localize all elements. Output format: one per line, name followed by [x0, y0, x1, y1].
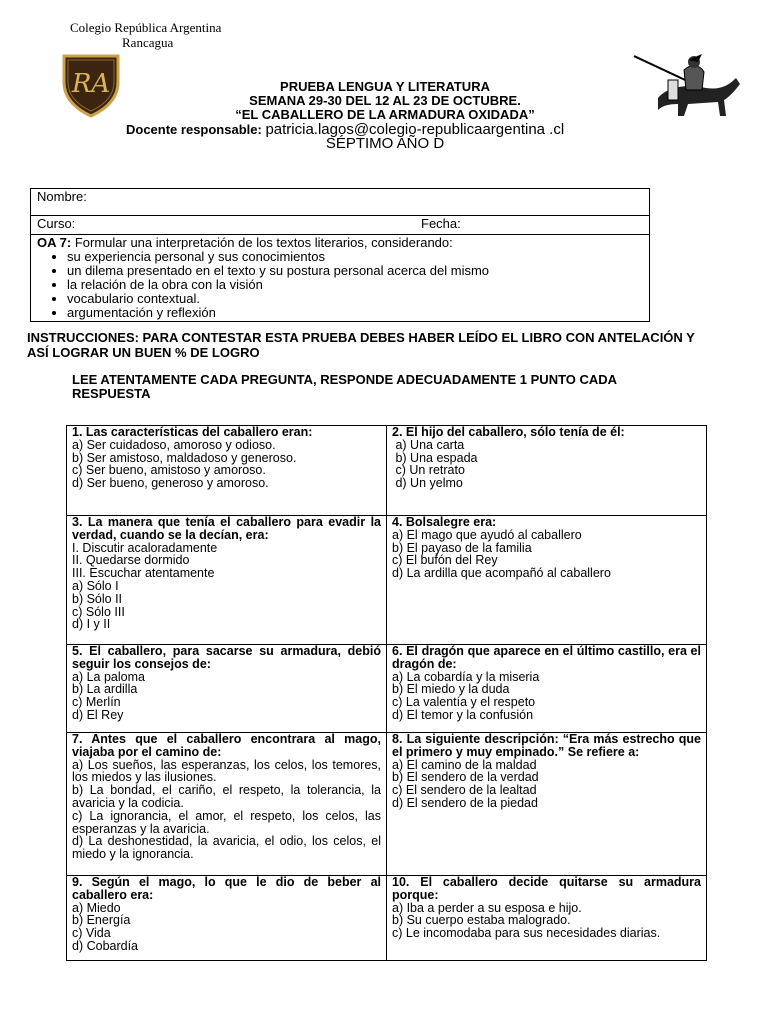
option[interactable]: b) El miedo y la duda: [392, 682, 510, 697]
option[interactable]: a) La paloma: [72, 669, 145, 684]
oa-item: • su experiencia personal y sus conocimientos: [67, 250, 643, 264]
question-9[interactable]: [67, 876, 387, 961]
curso-label: Curso:: [37, 216, 76, 231]
option[interactable]: a) El camino de la maldad: [392, 757, 537, 772]
question-1[interactable]: [67, 426, 387, 516]
oa-list: [37, 250, 643, 320]
option[interactable]: d) El sendero de la piedad: [392, 795, 538, 810]
question-text: 4. Bolsalegre era:: [392, 515, 497, 529]
option[interactable]: a) La cobardía y la miseria: [392, 669, 540, 684]
option[interactable]: b) La bondad, el cariño, el respeto, la tolerancia, la avaricia y la codicia.: [72, 783, 381, 810]
option[interactable]: d) El temor y la confusión: [392, 707, 534, 722]
question-text: 10. El caballero decide quitarse su armadura porque:: [392, 875, 701, 902]
option[interactable]: a) Sólo I: [72, 578, 119, 593]
option[interactable]: d) La deshonestidad, la avaricia, el odio, los celos, el miedo y la ignorancia.: [72, 834, 381, 862]
option[interactable]: c) Vida: [72, 926, 111, 941]
grade-label: SÉPTIMO AÑO D: [325, 135, 445, 152]
question-text: 8. La siguiente descripción: “Era más estrecho que el primero y muy empinado.” Se refiere a:: [392, 732, 701, 759]
option[interactable]: b) Ser amistoso, maldadoso y generoso.: [72, 450, 297, 465]
option[interactable]: d) El Rey: [72, 707, 124, 722]
option[interactable]: c) Le incomodaba para sus necesidades diarias.: [392, 926, 661, 941]
oa-item: • la relación de la obra con la visión: [67, 278, 643, 292]
option[interactable]: b) Su cuerpo estaba malogrado.: [392, 913, 571, 928]
docente-label: Docente responsable:: [126, 122, 262, 137]
oa-item: • vocabulario contextual.: [67, 292, 643, 306]
option[interactable]: c) El sendero de la lealtad: [392, 783, 537, 798]
option[interactable]: III. Escuchar atentamente: [72, 566, 215, 581]
crest-letters: RA: [71, 69, 111, 99]
option[interactable]: I. Discutir acaloradamente: [72, 540, 218, 555]
student-info-box: [30, 188, 650, 322]
option[interactable]: a) Miedo: [72, 900, 121, 915]
test-title: PRUEBA LENGUA Y LITERATURA: [280, 79, 490, 94]
question-text: 5. El caballero, para sacarse su armadura, debió seguir los consejos de:: [72, 644, 381, 671]
question-text: 9. Según el mago, lo que le dio de beber al caballero era:: [72, 875, 381, 902]
question-7[interactable]: [67, 733, 387, 876]
option[interactable]: c) Un retrato: [392, 463, 465, 478]
option[interactable]: c) El bufón del Rey: [392, 553, 498, 568]
question-6[interactable]: [387, 645, 707, 733]
option[interactable]: b) El payaso de la familia: [392, 540, 532, 555]
option[interactable]: b) Una espada: [392, 450, 478, 465]
instructions: INSTRUCCIONES: PARA CONTESTAR ESTA PRUEBA DEBES HABER LEÍDO EL LIBRO CON ANTELACIÓN Y ASÍ LOGRAR UN BUEN % DE LOGRO: [27, 330, 695, 360]
question-2[interactable]: [387, 426, 707, 516]
option[interactable]: c) La valentía y el respeto: [392, 695, 536, 710]
questions-table: [66, 425, 707, 961]
option[interactable]: d) Ser bueno, generoso y amoroso.: [72, 476, 269, 491]
option[interactable]: c) La ignorancia, el amor, el respeto, los celos, las esperanzas y la avaricia.: [72, 808, 381, 836]
oa-label: OA 7:: [37, 235, 72, 250]
oa-item: • argumentación y reflexión: [67, 306, 643, 320]
option[interactable]: d) I y II: [72, 617, 111, 632]
question-text: 7. Antes que el caballero encontrara al mago, viajaba por el camino de:: [72, 732, 381, 759]
school-name: Colegio República Argentina: [70, 20, 222, 35]
option[interactable]: b) Energía: [72, 913, 131, 928]
question-8[interactable]: [387, 733, 707, 876]
option[interactable]: c) Ser bueno, amistoso y amoroso.: [72, 463, 266, 478]
option[interactable]: a) Los sueños, las esperanzas, los celos, los temores, los miedos y las ilusiones.: [72, 757, 381, 785]
option[interactable]: d) Cobardía: [72, 938, 139, 953]
option[interactable]: c) Merlín: [72, 695, 121, 710]
question-text: 3. La manera que tenía el caballero para evadir la verdad, cuando se la decían, era:: [72, 515, 381, 542]
option[interactable]: d) La ardilla que acompañó al caballero: [392, 566, 611, 581]
oa-block: [31, 235, 650, 322]
nombre-field[interactable]: [31, 189, 650, 216]
option[interactable]: a) Una carta: [392, 437, 465, 452]
option[interactable]: b) El sendero de la verdad: [392, 770, 539, 785]
option[interactable]: a) Iba a perder a su esposa e hijo.: [392, 900, 582, 915]
school-name-block: [70, 20, 221, 50]
curso-fecha-row[interactable]: [31, 216, 650, 235]
nombre-label: Nombre:: [37, 189, 87, 204]
option[interactable]: d) Un yelmo: [392, 476, 463, 491]
question-3[interactable]: [67, 516, 387, 645]
read-carefully-note: LEE ATENTAMENTE CADA PREGUNTA, RESPONDE ADECUADAMENTE 1 PUNTO CADA RESPUESTA: [72, 372, 617, 401]
question-4[interactable]: [387, 516, 707, 645]
school-city: Rancagua: [122, 35, 174, 50]
oa-item: • un dilema presentado en el texto y su postura personal acerca del mismo: [67, 264, 643, 278]
test-week: SEMANA 29-30 DEL 12 AL 23 DE OCTUBRE.: [249, 93, 521, 108]
question-5[interactable]: [67, 645, 387, 733]
question-text: 2. El hijo del caballero, sólo tenía de él:: [392, 425, 625, 439]
option[interactable]: b) Sólo II: [72, 591, 123, 606]
option[interactable]: a) Ser cuidadoso, amoroso y odioso.: [72, 437, 276, 452]
option[interactable]: c) Sólo III: [72, 604, 125, 619]
option[interactable]: b) La ardilla: [72, 682, 138, 697]
docente-email: patricia.lagos@colegio-republicaargentina .cl: [265, 121, 565, 138]
oa-text: Formular una interpretación de los textos literarios, considerando:: [74, 235, 453, 250]
question-text: 6. El dragón que aparece en el último castillo, era el dragón de:: [392, 644, 701, 671]
question-text: 1. Las características del caballero eran:: [72, 425, 313, 439]
option[interactable]: II. Quedarse dormido: [72, 553, 190, 568]
book-title: “EL CABALLERO DE LA ARMADURA OXIDADA”: [235, 107, 535, 122]
option[interactable]: a) El mago que ayudó al caballero: [392, 527, 582, 542]
question-10[interactable]: [387, 876, 707, 961]
fecha-label: Fecha:: [421, 216, 461, 231]
school-crest-icon: [58, 52, 124, 118]
